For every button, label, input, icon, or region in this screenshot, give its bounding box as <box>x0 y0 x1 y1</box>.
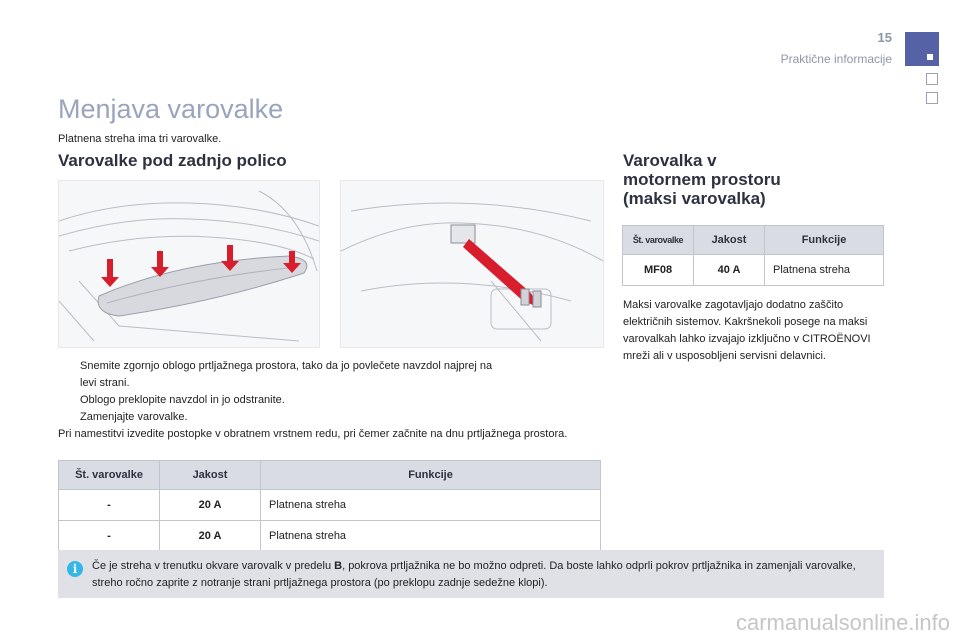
tab-marker-icon <box>927 54 933 60</box>
engine-compartment-illustration <box>340 180 604 348</box>
maxi-fuse-shape <box>521 289 529 305</box>
maxi-fuse-shape <box>533 291 541 307</box>
maxi-fuse-table <box>622 225 884 286</box>
section-heading-rear-shelf: Varovalke pod zadnjo polico <box>58 151 287 170</box>
bullet-glyph <box>58 358 80 392</box>
table-header-row: Št. varovalke Jakost Funkcije <box>59 461 601 490</box>
bullet-item: Snemite zgornjo oblogo prtljažnega prostora, tako da jo povlečete navzdol najprej na levi strani. <box>58 358 598 392</box>
page-number: 15 <box>877 30 892 45</box>
bonnet-line <box>351 203 591 221</box>
boot-illustration <box>58 180 320 348</box>
bullet-glyph <box>58 409 80 426</box>
chapter-tab[interactable] <box>926 73 938 85</box>
boot-side-line <box>59 301 94 341</box>
maxi-fuse-description: Maksi varovalke zagotavljajo dodatno zaščito električnih sistemov. Kakršnekoli posege na maksi varovalkah lahko izvajajo izključno v CITROËNOVI mreži ali v usposobljeni servisni delavnici. <box>623 299 871 362</box>
table-row: - 20 A Platnena streha <box>59 521 601 552</box>
boot-lid-line <box>69 236 314 259</box>
chapter-tab-active[interactable] <box>905 32 939 66</box>
bullet-item: Zamenjajte varovalke. <box>58 409 598 426</box>
fuse-box-shape <box>451 225 475 243</box>
red-arrow-icon <box>101 259 119 287</box>
table-row: MF08 40 A Platnena streha <box>623 255 884 286</box>
parcel-shelf-cover <box>98 256 307 316</box>
info-icon: i <box>67 561 83 577</box>
section-heading-engine-compartment: Varovalka v motornem prostoru (maksi varovalka) <box>623 151 781 208</box>
boot-lid-line <box>59 219 319 241</box>
reinstall-paragraph: Pri namestitvi izvedite postopke v obratnem vrstnem redu, pri čemer začnite na dnu prtljažnega prostora. <box>58 428 568 440</box>
bullet-item: Oblogo preklopite navzdol in jo odstranite. <box>58 392 598 409</box>
chapter-tab[interactable] <box>926 92 938 104</box>
intro-text: Platnena streha ima tri varovalke. <box>58 133 222 145</box>
note-text: Če je streha v trenutku okvare varovalk v predelu B, pokrova prtljažnika ne bo možno odpreti. Da boste lahko odprli pokrov prtljažnika in zamenjali varovalke, streho ročno zaprite z notranje strani prtljažnega prostora (po preklopu zadnje sedežne klopi). <box>92 560 856 589</box>
bullet-glyph <box>58 392 80 409</box>
section-label: Praktične informacije <box>780 52 892 66</box>
watermark: carmanualsonline.info <box>735 610 950 635</box>
info-note <box>58 550 884 598</box>
rear-fuse-table <box>58 460 601 552</box>
table-row: - 20 A Platnena streha <box>59 490 601 521</box>
instructions <box>58 358 598 443</box>
table-header-row: Št. varovalke Jakost Funkcije <box>623 226 884 255</box>
page-title: Menjava varovalke <box>58 94 284 124</box>
